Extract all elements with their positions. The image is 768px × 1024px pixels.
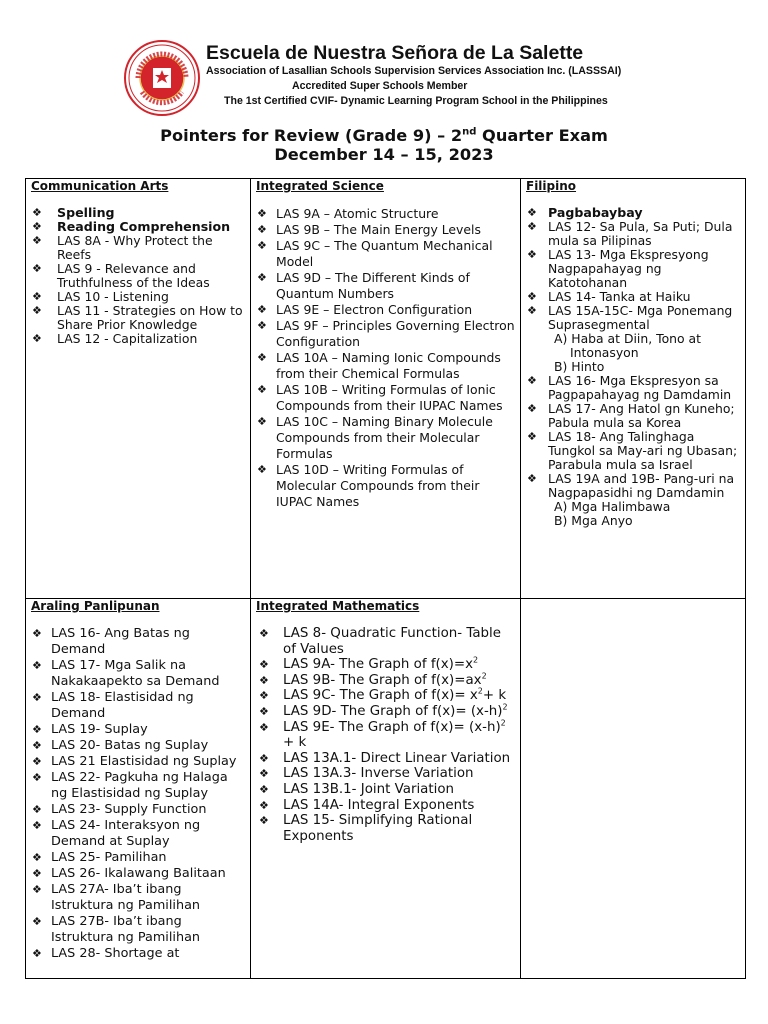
list-item: ❖ LAS 9F – Principles Governing Electron Configuration — [257, 318, 515, 349]
list-item: ❖ LAS 13A.1- Direct Linear Variation — [259, 750, 511, 766]
list-item: ❖ LAS 14- Tanka at Haiku — [527, 289, 691, 304]
list-item: ❖ LAS 18- Elastisidad ng Demand — [32, 690, 194, 721]
list-item: ❖ Spelling — [32, 205, 115, 220]
title-text-end: Quarter Exam — [476, 126, 608, 145]
list-item: ❖ LAS 9A- The Graph of $f(x)=x^2$ — [259, 655, 479, 673]
list-item: ❖ LAS 22- Pagkuha ng Halaga ng Elastisidad ng Suplay — [32, 770, 228, 801]
exam-dates: December 14 – 15, 2023 — [274, 145, 494, 164]
list-item: ❖ LAS 12- Sa Pula, Sa Puti; Dula mula sa Pilipinas — [527, 219, 733, 248]
list-item: ❖ Reading Comprehension — [32, 219, 231, 234]
header-text — [206, 42, 686, 109]
list-item: ❖ LAS 28- Shortage at — [32, 946, 180, 961]
review-table — [25, 178, 746, 979]
list-item: ❖ LAS 8- Quadratic Function- Table of Values — [259, 626, 501, 657]
list-item: ❖ LAS 9D – The Different Kinds of Quantum Numbers — [257, 270, 470, 301]
list-item: ❖ LAS 16- Mga Ekspresyon sa Pagpapahayag ng Damdamin — [527, 373, 732, 402]
list-item: ❖ LAS 14A- Integral Exponents — [259, 797, 475, 813]
empty-cell — [521, 599, 746, 979]
association-line: Association of Lasallian Schools Supervision Services Association Inc. (LASSSAI) — [206, 65, 622, 77]
list-item: ❖ LAS 10C – Naming Binary Molecule Compounds from their Molecular Formulas — [257, 414, 493, 461]
school-seal-icon — [124, 40, 200, 116]
accreditation-line: Accredited Super Schools Member — [292, 80, 468, 92]
communication-arts-list — [31, 206, 246, 346]
list-item: ❖ LAS 10D – Writing Formulas of Molecular Compounds from their IUPAC Names — [257, 462, 480, 509]
araling-panlipunan-heading: Araling Panlipunan — [31, 599, 160, 613]
list-item: ❖ LAS 17- Mga Salik na Nakakaapekto sa Demand — [32, 658, 220, 689]
list-item: ❖ LAS 19- Suplay — [32, 722, 148, 737]
list-item: ❖ LAS 10 - Listening — [32, 289, 169, 304]
list-item: ❖ LAS 9C – The Quantum Mechanical Model — [257, 238, 493, 269]
school-name: Escuela de Nuestra Señora de La Salette — [206, 42, 584, 64]
list-item: ❖ LAS 10A – Naming Ionic Compounds from their Chemical Formulas — [257, 350, 501, 381]
list-subitem: A) Mga Halimbawa B) Mga Anyo — [554, 499, 671, 528]
filipino-cell — [521, 179, 746, 599]
integrated-science-heading: Integrated Science — [256, 179, 384, 193]
list-item: ❖ LAS 21 Elastisidad ng Suplay — [32, 754, 237, 769]
document-title — [0, 126, 768, 146]
list-item: ❖ LAS 25- Pamilihan — [32, 850, 167, 865]
list-item: ❖ LAS 27A- Iba’t ibang Istruktura ng Pamilihan — [32, 882, 201, 913]
list-item: ❖ LAS 9E – Electron Configuration — [257, 302, 473, 317]
araling-panlipunan-cell — [26, 599, 251, 979]
list-subitem: A) Haba at Diin, Tono at Intonasyon B) Hinto — [554, 331, 701, 374]
list-item: ❖ LAS 26- Ikalawang Balitaan — [32, 866, 226, 881]
list-item: ❖ LAS 9C- The Graph of $f(x)= x^2+ k$ — [259, 686, 507, 704]
list-item: ❖ LAS 9B – The Main Energy Levels — [257, 222, 481, 237]
list-item: ❖ LAS 9B- The Graph of $f(x)=ax^2$ — [259, 671, 487, 688]
filipino-heading: Filipino — [526, 179, 577, 193]
communication-arts-cell — [26, 179, 251, 599]
list-item: ❖ LAS 9E- The Graph of $f(x)= (x-h)^2 + k$ — [259, 718, 506, 751]
list-item: ❖ LAS 12 - Capitalization — [32, 331, 198, 346]
school-header — [124, 40, 684, 118]
integrated-mathematics-heading: Integrated Mathematics — [256, 599, 420, 613]
title-superscript: nd — [462, 126, 477, 138]
list-item: ❖ LAS 15- Simplifying Rational Exponents — [259, 813, 473, 844]
list-item: ❖ LAS 13- Mga Ekspresyong Nagpapahayag ng Katotohanan — [527, 247, 709, 290]
integrated-mathematics-cell — [251, 599, 521, 979]
list-item: ❖ LAS 24- Interaksyon ng Demand at Suplay — [32, 818, 201, 849]
list-item: ❖ LAS 9A – Atomic Structure — [257, 206, 439, 221]
integrated-science-list — [256, 206, 516, 510]
communication-arts-heading: Communication Arts — [31, 179, 169, 193]
list-item: ❖ LAS 9 - Relevance and Truthfulness of the Ideas — [32, 261, 210, 290]
list-item: ❖ Pagbabaybay — [527, 205, 643, 220]
araling-panlipunan-list — [31, 626, 246, 962]
list-item: ❖ LAS 20- Batas ng Suplay — [32, 738, 209, 753]
list-item: ❖ LAS 11 - Strategies on How to Share Prior Knowledge — [32, 303, 243, 332]
list-item: ❖ LAS 27B- Iba’t ibang Istruktura ng Pamilihan — [32, 914, 201, 945]
list-item: ❖ LAS 8A - Why Protect the Reefs — [32, 233, 213, 262]
integrated-mathematics-list — [256, 626, 516, 844]
list-item: ❖ LAS 17- Ang Hatol gn Kuneho; Pabula mula sa Korea — [527, 401, 735, 430]
list-item: ❖ LAS 13A.3- Inverse Variation — [259, 766, 474, 782]
certification-line: The 1st Certified CVIF- Dynamic Learning Program School in the Philippines — [224, 95, 608, 107]
list-item: ❖ LAS 16- Ang Batas ng Demand — [32, 626, 190, 657]
list-item: ❖ LAS 9D- The Graph of $f(x)= (x-h)^2$ — [259, 702, 508, 719]
integrated-science-cell — [251, 179, 521, 599]
list-item: ❖ LAS 15A-15C- Mga Ponemang Suprasegmental — [527, 303, 733, 332]
title-text: Pointers for Review (Grade 9) – 2 — [160, 126, 463, 145]
list-item: ❖ LAS 13B.1- Joint Variation — [259, 781, 455, 797]
filipino-list — [526, 206, 741, 528]
list-item: ❖ LAS 10B – Writing Formulas of Ionic Compounds from their IUPAC Names — [257, 382, 503, 413]
list-item: ❖ LAS 18- Ang Talinghaga Tungkol sa May-ari ng Ubasan; Parabula mula sa Israel — [527, 429, 738, 472]
list-item: ❖ LAS 19A and 19B- Pang-uri na Nagpapasidhi ng Damdamin — [527, 471, 735, 500]
list-item: ❖ LAS 23- Supply Function — [32, 802, 207, 817]
